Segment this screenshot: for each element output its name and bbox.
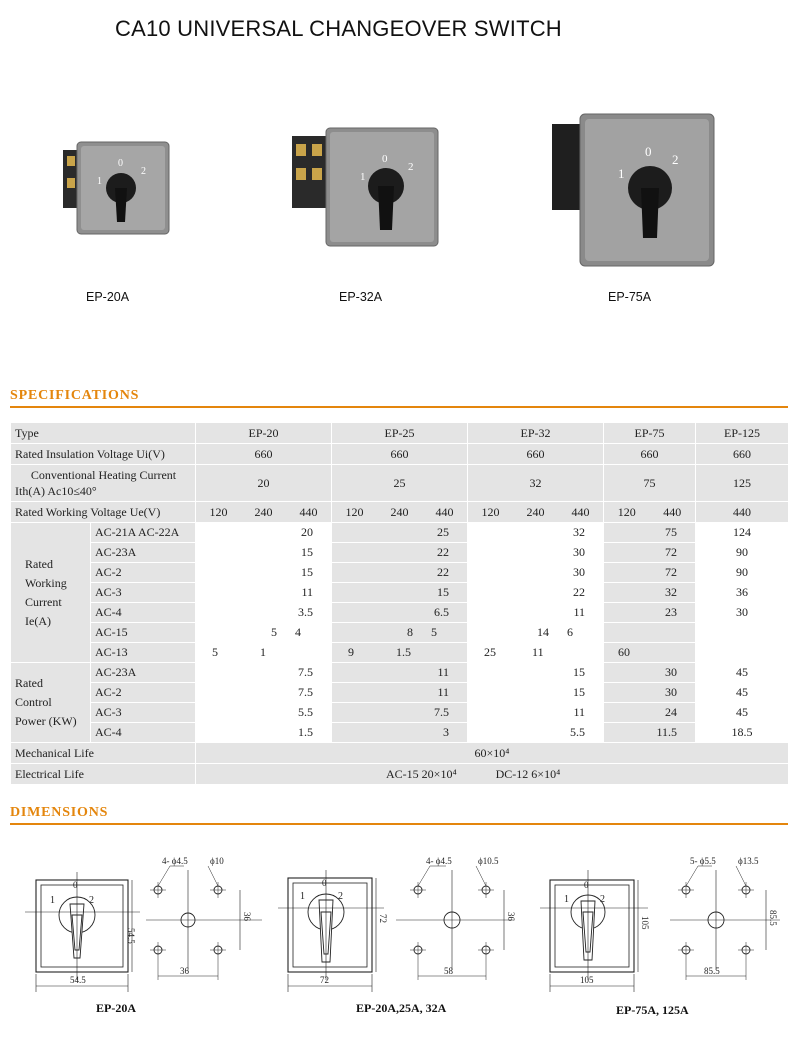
cell-value: 15 <box>332 583 468 603</box>
cell-value: 660 <box>696 444 789 465</box>
cell-value: 1.5 <box>396 645 412 659</box>
dim-holes: 5- ϕ5.5 <box>690 856 716 866</box>
row-label-line: Conventional Heating Current <box>30 468 177 482</box>
cell-value: 72 <box>604 563 696 583</box>
dim-shaft: ϕ10.5 <box>478 856 499 866</box>
cell-value: 45 <box>696 663 789 683</box>
dim-pitch-h: 85.5 <box>704 966 720 976</box>
category-label: AC-2 <box>91 683 196 703</box>
table-row <box>11 663 789 683</box>
cell-value: 90 <box>696 563 789 583</box>
cell-value: 72 <box>604 543 696 563</box>
page-title: CA10 UNIVERSAL CHANGEOVER SWITCH <box>115 16 562 41</box>
cell-value: 660 <box>196 444 332 465</box>
cell-value: 22 <box>468 583 604 603</box>
dimension-caption: EP-20A,25A, 32A <box>356 1001 447 1015</box>
category-label: AC-15 <box>91 623 196 643</box>
dial-label: 1 <box>564 894 569 905</box>
pair-cell <box>332 643 468 663</box>
cell-value: 32 <box>468 465 604 502</box>
table-row <box>11 623 789 643</box>
cell-value: 8 <box>407 625 414 639</box>
table-row <box>11 703 789 723</box>
cell-value: 9 <box>348 645 355 659</box>
cell-value: 15 <box>196 543 332 563</box>
row-label: Type <box>11 423 196 444</box>
dial-label: 2 <box>89 895 94 906</box>
cell-value: 5 <box>271 625 278 639</box>
dimension-caption: EP-20A <box>96 1001 136 1015</box>
cell-value: 11 <box>468 703 604 723</box>
dim-pitch-h: 58 <box>444 966 453 976</box>
product-caption: EP-75A <box>608 290 652 304</box>
row-label-line: Ith(A) Ac10≤40° <box>15 484 97 498</box>
dial-label: 1 <box>50 895 55 906</box>
table-row <box>11 603 789 623</box>
cell-value: 240 <box>254 504 273 519</box>
model-header: EP-75 <box>604 423 696 444</box>
cell-value: 14 <box>537 625 550 639</box>
cell-value: 660 <box>604 444 696 465</box>
pair-cell <box>196 623 332 643</box>
cell-value: 125 <box>696 465 789 502</box>
cell-value: 3 <box>332 723 468 743</box>
cell-value: 1.5 <box>196 723 332 743</box>
table-row <box>11 543 789 563</box>
group-label: Rated Control Power (KW) <box>11 663 91 743</box>
dial-label-1: 1 <box>360 171 366 183</box>
dial-label-0: 0 <box>382 153 388 165</box>
dim-height: 105 <box>640 916 650 930</box>
section-divider <box>10 823 788 825</box>
product-ep32a <box>290 118 450 308</box>
cell-value: 7.5 <box>196 663 332 683</box>
pair-cell <box>332 623 468 643</box>
empty-cell <box>604 623 696 643</box>
category-label: AC-21A AC-22A <box>91 523 196 543</box>
cell-value: 30 <box>604 683 696 703</box>
dim-holes: 4- ϕ4.5 <box>426 856 452 866</box>
dimensions-heading: DIMENSIONS <box>10 805 109 820</box>
category-label: AC-3 <box>91 583 196 603</box>
cell-value: 5 <box>212 645 219 659</box>
category-label: AC-23A <box>91 543 196 563</box>
dial-label-2: 2 <box>141 166 146 177</box>
category-label: AC-13 <box>91 643 196 663</box>
dial-label-1: 1 <box>618 166 625 181</box>
cell-value: 6.5 <box>332 603 468 623</box>
cell-value: 7.5 <box>196 683 332 703</box>
cell-value: 5.5 <box>196 703 332 723</box>
cell-value: 5 <box>431 625 438 639</box>
cell-value: 15 <box>196 563 332 583</box>
voltage-cell <box>196 502 332 523</box>
dial-label-2: 2 <box>408 161 414 173</box>
cell-value: 11 <box>468 603 604 623</box>
cell-value: 30 <box>604 663 696 683</box>
table-row <box>11 683 789 703</box>
switch-ep75a-illustration <box>550 106 720 276</box>
row-label <box>11 465 196 502</box>
cell-value: 30 <box>468 543 604 563</box>
voltage-cell <box>332 502 468 523</box>
switch-ep32a-illustration <box>290 118 450 258</box>
switch-ep20a-illustration <box>55 136 185 246</box>
table-row <box>11 444 789 465</box>
group-label: Rated Working Current Ie(A) <box>11 523 91 663</box>
dimension-drawing-ep32a <box>278 856 516 992</box>
dial-label-0: 0 <box>645 144 652 159</box>
dim-height: 54.5 <box>126 928 136 944</box>
table-row <box>11 723 789 743</box>
empty-cell <box>696 643 789 663</box>
cell-value: 60 <box>604 643 696 663</box>
cell-value: 25 <box>484 645 497 659</box>
electrical-life-cell <box>196 764 789 785</box>
cell-value: 90 <box>696 543 789 563</box>
cell-value: 75 <box>604 465 696 502</box>
table-row <box>11 563 789 583</box>
cell-value: 20 <box>196 465 332 502</box>
cell-value: 120 <box>209 504 228 519</box>
table-row <box>11 502 789 523</box>
model-header: EP-20 <box>196 423 332 444</box>
cell-value: 25 <box>332 465 468 502</box>
table-row <box>11 743 789 764</box>
cell-value: 30 <box>696 603 789 623</box>
dim-holes: 4- ϕ4.5 <box>162 856 188 866</box>
model-header: EP-125 <box>696 423 789 444</box>
category-label: AC-2 <box>91 563 196 583</box>
specifications-table <box>10 422 789 785</box>
cell-value: 660 <box>332 444 468 465</box>
dim-pitch-h: 36 <box>180 966 189 976</box>
pair-cell <box>468 623 604 643</box>
cell-value: 30 <box>468 563 604 583</box>
cell-value: 4 <box>295 625 302 639</box>
table-row <box>11 583 789 603</box>
table-row <box>11 465 789 502</box>
table-row <box>11 523 789 543</box>
category-label: AC-3 <box>91 703 196 723</box>
cell-value: 440 <box>299 504 318 519</box>
cell-value: 32 <box>468 523 604 543</box>
section-divider <box>10 406 788 408</box>
cell-value: 440 <box>571 504 590 519</box>
cell-value: 22 <box>332 563 468 583</box>
row-label: Mechanical Life <box>11 743 196 764</box>
cell-value: AC-15 20×10⁴ <box>386 766 457 781</box>
dim-width: 72 <box>320 975 329 985</box>
cell-value: 7.5 <box>332 703 468 723</box>
dimension-drawings <box>0 840 800 1040</box>
dial-label: 0 <box>73 880 78 890</box>
cell-value: 11.5 <box>604 723 696 743</box>
table-row <box>11 764 789 785</box>
dial-label: 0 <box>322 878 327 888</box>
dial-label: 1 <box>300 891 305 902</box>
product-caption: EP-32A <box>339 290 383 304</box>
cell-value: 25 <box>332 523 468 543</box>
model-header: EP-25 <box>332 423 468 444</box>
cell-value: 45 <box>696 683 789 703</box>
cell-value: 75 <box>604 523 696 543</box>
cell-value: 18.5 <box>696 723 789 743</box>
cell-value: 32 <box>604 583 696 603</box>
cell-value: 11 <box>332 683 468 703</box>
dimension-drawing-ep75a <box>540 856 780 992</box>
dim-pitch-v: 36 <box>242 912 252 921</box>
category-label: AC-4 <box>91 723 196 743</box>
cell-value: 120 <box>345 504 364 519</box>
cell-value: 36 <box>696 583 789 603</box>
pair-cell <box>196 643 332 663</box>
row-label: Electrical Life <box>11 764 196 785</box>
dial-label-1: 1 <box>97 176 102 187</box>
dim-width: 105 <box>580 975 594 985</box>
cell-value: 11 <box>332 663 468 683</box>
cell-value: 5.5 <box>468 723 604 743</box>
cell-value: 124 <box>696 523 789 543</box>
empty-cell <box>696 623 789 643</box>
dial-label: 2 <box>600 894 605 905</box>
dial-label-0: 0 <box>118 158 123 169</box>
dimension-drawing-ep20a <box>25 856 262 992</box>
category-label: AC-23A <box>91 663 196 683</box>
specifications-heading: SPECIFICATIONS <box>10 388 140 403</box>
dim-shaft: ϕ10 <box>210 856 224 866</box>
dim-height: 72 <box>378 914 388 923</box>
cell-value: 22 <box>332 543 468 563</box>
pair-cell <box>468 643 604 663</box>
cell-value: 440 <box>663 504 682 519</box>
category-label: AC-4 <box>91 603 196 623</box>
cell-value: 45 <box>696 703 789 723</box>
dim-width: 54.5 <box>70 975 86 985</box>
cell-value: 11 <box>196 583 332 603</box>
cell-value: 240 <box>526 504 545 519</box>
cell-value: 3.5 <box>196 603 332 623</box>
dial-label-2: 2 <box>672 152 679 167</box>
row-label: Rated Insulation Voltage Ui(V) <box>11 444 196 465</box>
cell-value: 15 <box>468 683 604 703</box>
cell-value: 440 <box>696 502 789 523</box>
cell-value: 120 <box>481 504 500 519</box>
cell-value: 23 <box>604 603 696 623</box>
cell-value: 15 <box>468 663 604 683</box>
cell-value: 6 <box>567 625 574 639</box>
dial-label: 2 <box>338 891 343 902</box>
voltage-cell <box>468 502 604 523</box>
row-label: Rated Working Voltage Ue(V) <box>11 502 196 523</box>
product-ep75a <box>550 106 720 316</box>
model-header: EP-32 <box>468 423 604 444</box>
table-row <box>11 423 789 444</box>
cell-value: 240 <box>390 504 409 519</box>
dimension-caption: EP-75A, 125A <box>616 1003 689 1017</box>
dim-shaft: ϕ13.5 <box>738 856 759 866</box>
table-row <box>11 643 789 663</box>
dial-label: 0 <box>584 880 589 890</box>
dim-pitch-v: 36 <box>506 912 516 921</box>
cell-value: DC-12 6×10⁴ <box>495 766 561 781</box>
cell-value: 1 <box>260 645 267 659</box>
cell-value: 440 <box>435 504 454 519</box>
cell-value: 660 <box>468 444 604 465</box>
product-caption: EP-20A <box>86 290 130 304</box>
cell-value: 60×10⁴ <box>196 743 789 764</box>
cell-value: 120 <box>617 504 636 519</box>
product-ep20a <box>55 136 185 304</box>
cell-value: 24 <box>604 703 696 723</box>
cell-value: 11 <box>532 645 544 659</box>
cell-value: 20 <box>196 523 332 543</box>
dim-pitch-v: 85.5 <box>768 910 778 926</box>
voltage-cell <box>604 502 696 523</box>
